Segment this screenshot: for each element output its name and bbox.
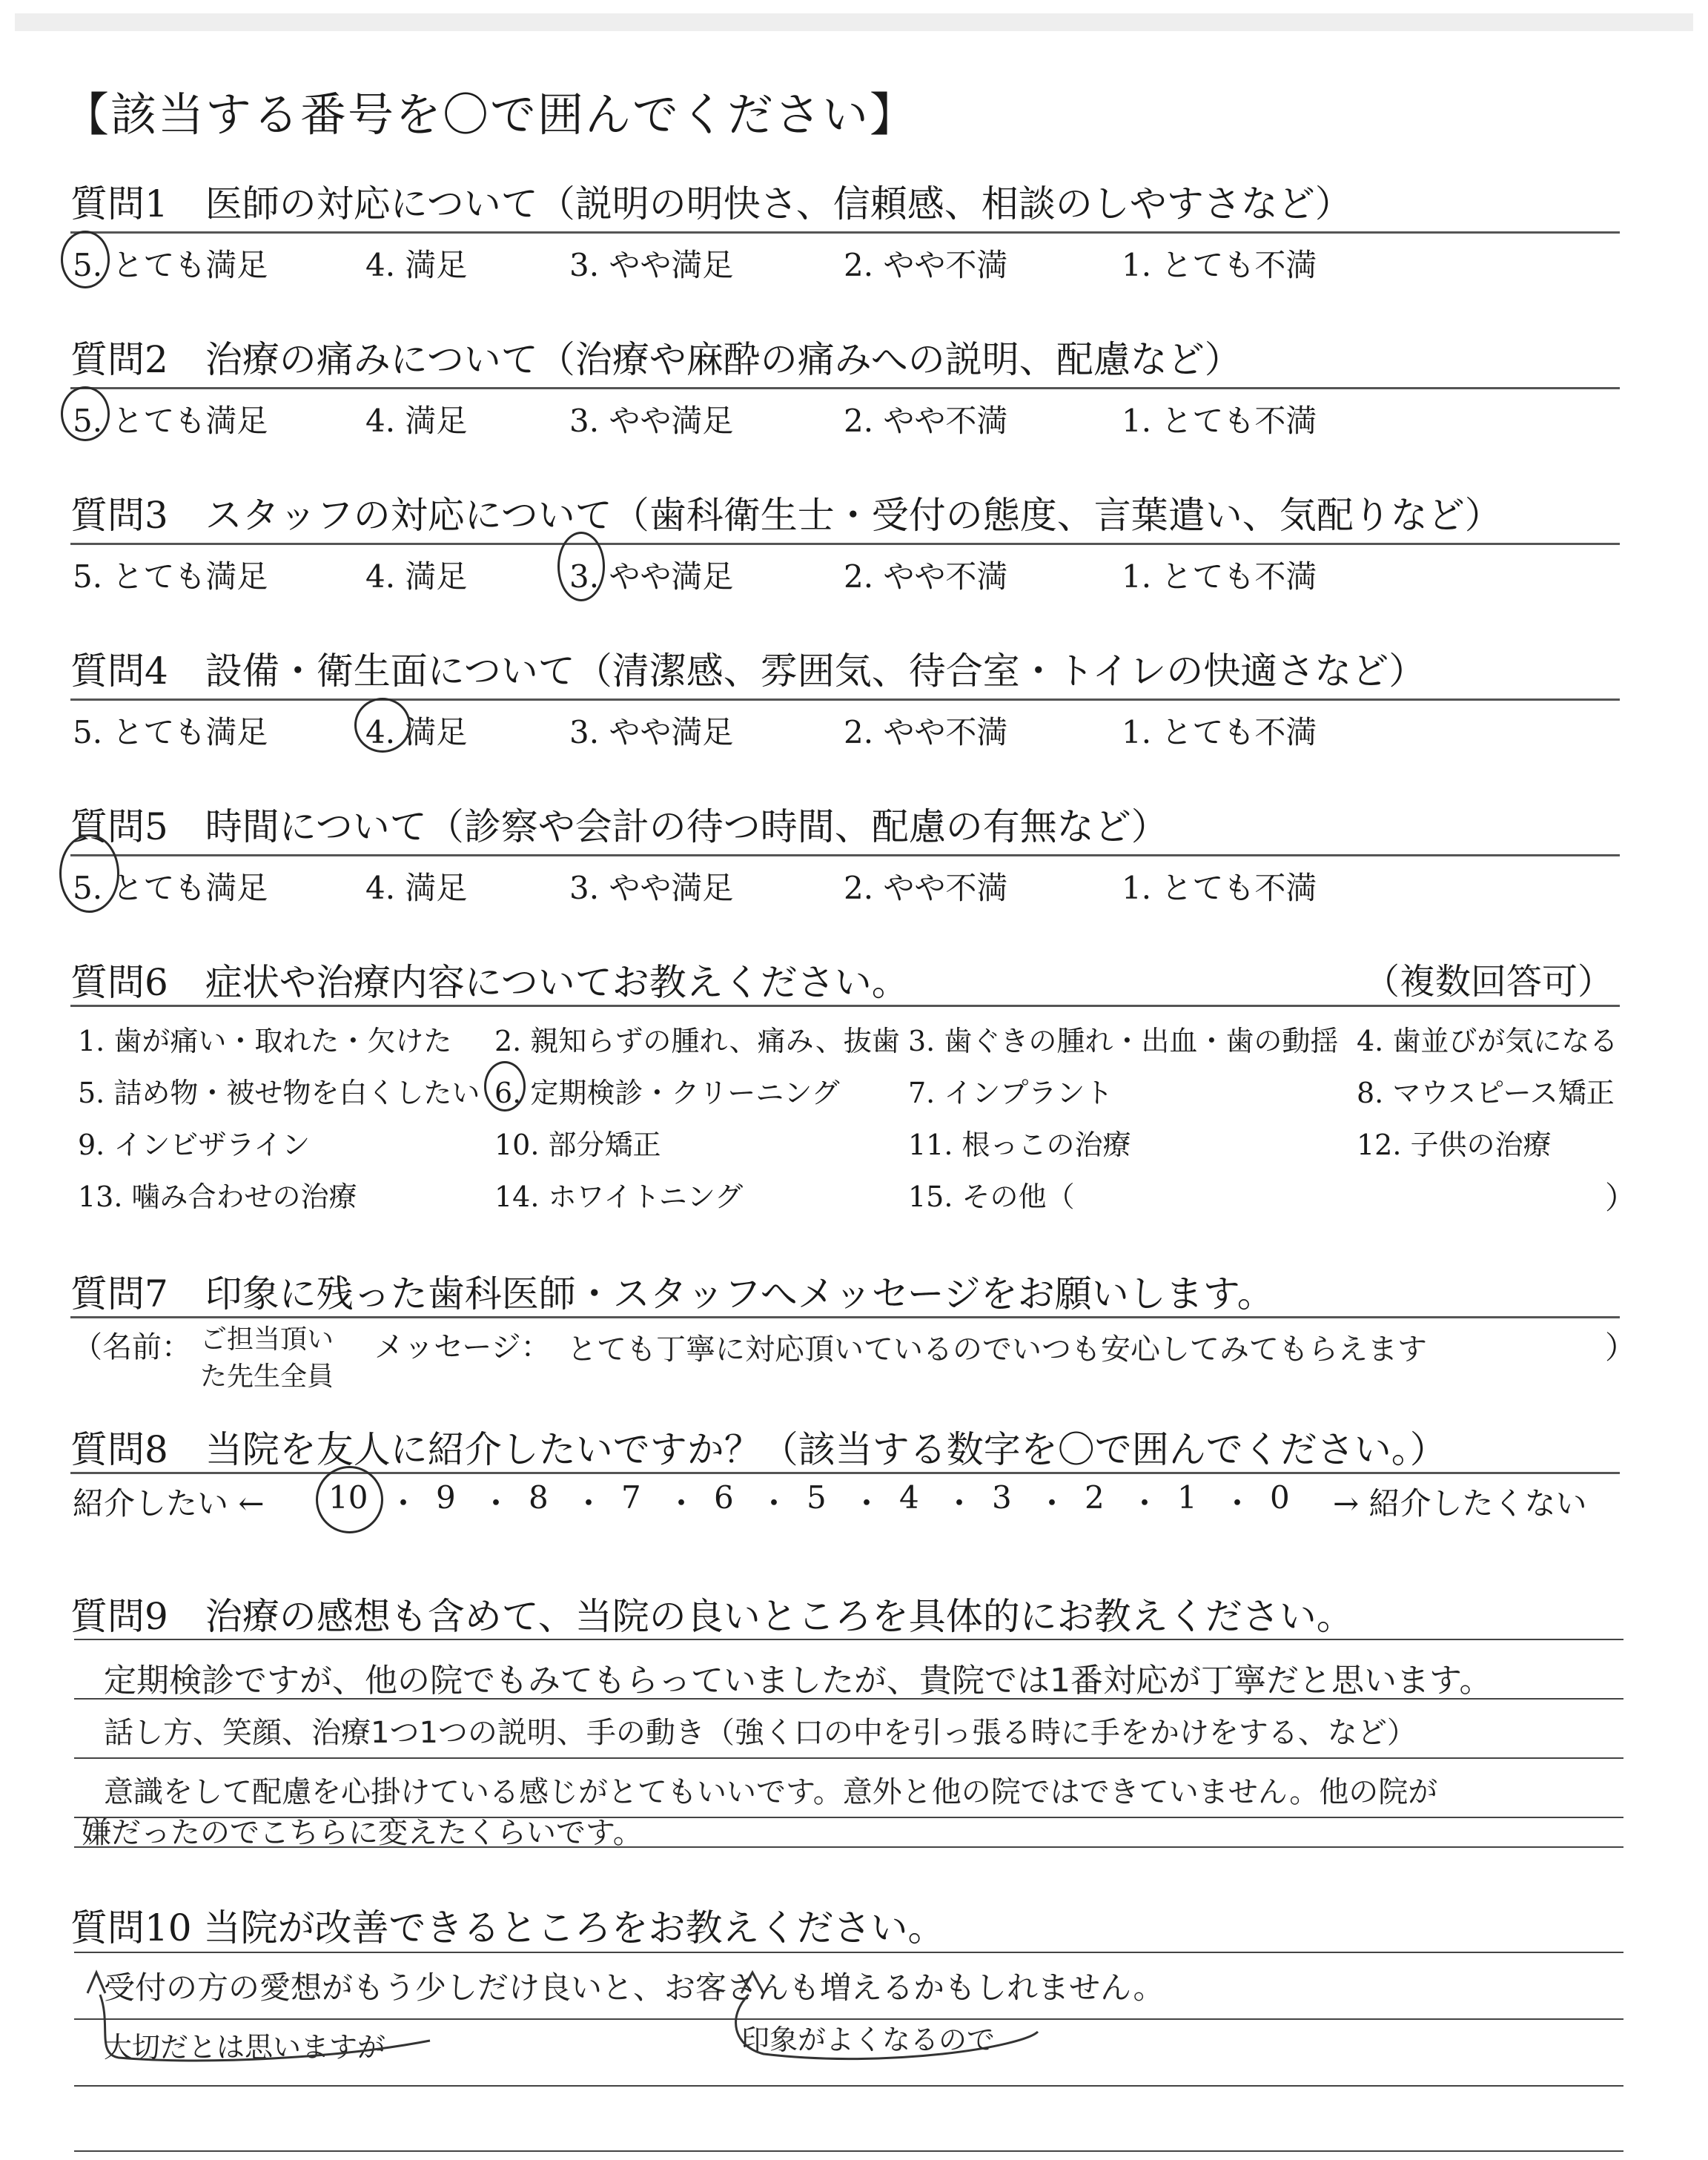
- q3-option-2[interactable]: 2. やや不満: [844, 558, 1008, 595]
- q3-option-5[interactable]: 5. とても満足: [73, 558, 268, 595]
- q1-option-1[interactable]: 1. とても不満: [1122, 247, 1317, 283]
- question-3-rule: [70, 543, 1620, 545]
- q8-selection-circle: [316, 1466, 383, 1533]
- q6-selection-circle: [484, 1061, 526, 1112]
- q8-sep: ・: [851, 1485, 883, 1522]
- question-6-multiple-note: （複数回答可）: [1364, 961, 1614, 1003]
- q8-sep: ・: [480, 1485, 512, 1522]
- question-2-label: 質問2 治療の痛みについて（治療や麻酔の痛みへの説明、配慮など）: [70, 338, 1242, 381]
- question-7-rule: [70, 1316, 1620, 1318]
- question-1-label: 質問1 医師の対応について（説明の明快さ、信頼感、相談のしやすさなど）: [70, 182, 1352, 225]
- question-2-rule: [70, 387, 1620, 389]
- q6-item-2[interactable]: 2. 親知らずの腫れ、痛み、抜歯: [494, 1025, 900, 1057]
- q2-selection-circle: [61, 386, 110, 441]
- q8-value-6[interactable]: 6: [714, 1479, 734, 1516]
- q9-handwritten-line-3: 意識をして配慮を心掛けている感じがとてもいいです。意外と他の院ではできていません。他の院が: [104, 1775, 1438, 1809]
- q6-item-1[interactable]: 1. 歯が痛い・取れた・欠けた: [78, 1025, 452, 1057]
- q8-sep: ・: [1129, 1485, 1161, 1522]
- page-title: 【該当する番号を〇で囲んでください】: [63, 87, 918, 142]
- q6-other-close-paren: ）: [1605, 1180, 1637, 1216]
- q8-sep: ・: [944, 1485, 976, 1522]
- question-8-label: 質問8 当院を友人に紹介したいですか？（該当する数字を〇で囲んでください。）: [70, 1428, 1447, 1471]
- q6-item-11[interactable]: 11. 根っこの治療: [908, 1129, 1131, 1161]
- q5-option-4[interactable]: 4. 満足: [365, 870, 468, 906]
- q6-item-14[interactable]: 14. ホワイトニング: [494, 1180, 744, 1213]
- q8-value-1[interactable]: 1: [1177, 1479, 1197, 1516]
- q8-left-label: 紹介したい ←: [73, 1485, 265, 1522]
- q8-value-4[interactable]: 4: [899, 1479, 919, 1516]
- q10-handwritten-line-1: 受付の方の愛想がもう少しだけ良いと、お客さんも増えるかもしれません。: [104, 1969, 1165, 2006]
- question-5-label: 質問5 時間について（診察や会計の待つ時間、配慮の有無など）: [70, 805, 1168, 848]
- q8-value-3[interactable]: 3: [992, 1479, 1012, 1516]
- q7-name-label: （名前：: [73, 1330, 191, 1364]
- q6-item-10[interactable]: 10. 部分矯正: [494, 1129, 661, 1161]
- q10-handwritten-insert-1: 大切だとは思いますが: [104, 2031, 386, 2064]
- q2-option-1[interactable]: 1. とても不満: [1122, 403, 1317, 439]
- question-6-rule: [70, 1005, 1620, 1007]
- q2-option-4[interactable]: 4. 満足: [365, 403, 468, 439]
- q8-sep: ・: [666, 1485, 698, 1522]
- q3-option-1[interactable]: 1. とても不満: [1122, 558, 1317, 595]
- q8-sep: ・: [1036, 1485, 1068, 1522]
- q8-value-10[interactable]: 10: [328, 1479, 368, 1516]
- q7-close-paren: ）: [1605, 1330, 1637, 1366]
- question-7-label: 質問7 印象に残った歯科医師・スタッフへメッセージをお願いします。: [70, 1272, 1274, 1315]
- q10-line-rule-4: [74, 2150, 1623, 2152]
- q7-name-handwritten: ご担当頂いた先生全員: [200, 1324, 334, 1392]
- q6-item-7[interactable]: 7. インプラント: [908, 1077, 1113, 1109]
- q7-message-handwritten: とても丁寧に対応頂いているのでいつも安心してみてもらえます: [567, 1332, 1427, 1367]
- q10-line-rule-3: [74, 2085, 1623, 2087]
- q8-sep: ・: [1222, 1485, 1254, 1522]
- q1-option-2[interactable]: 2. やや不満: [844, 247, 1008, 283]
- question-4-rule: [70, 698, 1620, 701]
- q9-line-rule-1: [74, 1639, 1623, 1640]
- q4-option-5[interactable]: 5. とても満足: [73, 714, 268, 750]
- q5-option-2[interactable]: 2. やや不満: [844, 870, 1008, 906]
- q8-value-9[interactable]: 9: [436, 1479, 456, 1516]
- q6-item-6[interactable]: 6. 定期検診・クリーニング: [494, 1077, 840, 1109]
- q5-option-3[interactable]: 3. やや満足: [569, 870, 734, 906]
- q4-selection-circle: [354, 698, 411, 753]
- question-5-rule: [70, 854, 1620, 856]
- q5-option-5[interactable]: 5. とても満足: [73, 870, 268, 906]
- question-10-label: 質問10 当院が改善できるところをお教えください。: [70, 1906, 945, 1949]
- q10-handwritten-insert-2: 印象がよくなるので: [741, 2024, 996, 2056]
- q8-sep: ・: [573, 1485, 605, 1522]
- q4-option-4[interactable]: 4. 満足: [365, 714, 468, 750]
- q6-item-3[interactable]: 3. 歯ぐきの腫れ・出血・歯の動揺: [908, 1025, 1339, 1057]
- q2-option-3[interactable]: 3. やや満足: [569, 403, 734, 439]
- q1-option-3[interactable]: 3. やや満足: [569, 247, 734, 283]
- q8-value-0[interactable]: 0: [1270, 1479, 1290, 1516]
- question-6-label: 質問6 症状や治療内容についてお教えください。: [70, 961, 909, 1004]
- q8-right-label: → 紹介したくない: [1333, 1485, 1587, 1522]
- question-9-label: 質問9 治療の感想も含めて、当院の良いところを具体的にお教えください。: [70, 1595, 1354, 1638]
- caret-mark-1: [87, 1972, 105, 1993]
- q4-option-3[interactable]: 3. やや満足: [569, 714, 734, 750]
- q1-option-4[interactable]: 4. 満足: [365, 247, 468, 283]
- question-3-label: 質問3 スタッフの対応について（歯科衛生士・受付の態度、言葉遣い、気配りなど）: [70, 494, 1502, 537]
- q8-value-7[interactable]: 7: [621, 1479, 641, 1516]
- q6-item-4[interactable]: 4. 歯並びが気になる: [1357, 1025, 1618, 1057]
- q1-option-5[interactable]: 5. とても満足: [73, 247, 268, 283]
- scan-top-edge: [15, 13, 1693, 31]
- q9-handwritten-line-1: 定期検診ですが、他の院でもみてもらっていましたが、貴院では1番対応が丁寧だと思います。: [104, 1662, 1492, 1700]
- q7-message-label: メッセージ：: [374, 1330, 551, 1364]
- q8-sep: ・: [388, 1485, 420, 1522]
- q5-option-1[interactable]: 1. とても不満: [1122, 870, 1317, 906]
- q8-value-5[interactable]: 5: [807, 1479, 827, 1516]
- q1-selection-circle: [61, 231, 110, 288]
- q9-handwritten-line-4: 嫌だったのでこちらに変えたくらいです。: [82, 1816, 643, 1850]
- q9-handwritten-line-2: 話し方、笑顔、治療1つ1つの説明、手の動き（強く口の中を引っ張る時に手をかけをする、など）: [104, 1716, 1417, 1750]
- q6-item-15[interactable]: 15. その他（: [908, 1180, 1075, 1213]
- q6-item-5[interactable]: 5. 詰め物・被せ物を白くしたい: [78, 1077, 480, 1109]
- q2-option-5[interactable]: 5. とても満足: [73, 403, 268, 439]
- q3-selection-circle: [557, 532, 605, 601]
- question-8-rule: [70, 1472, 1620, 1474]
- q6-item-8[interactable]: 8. マウスピース矯正: [1357, 1077, 1615, 1109]
- q4-option-2[interactable]: 2. やや不満: [844, 714, 1008, 750]
- q6-item-9[interactable]: 9. インビザライン: [78, 1129, 311, 1161]
- q3-option-3[interactable]: 3. やや満足: [569, 558, 734, 595]
- q8-value-2[interactable]: 2: [1085, 1479, 1105, 1516]
- q8-sep: ・: [758, 1485, 790, 1522]
- q2-option-2[interactable]: 2. やや不満: [844, 403, 1008, 439]
- q9-line-rule-3: [74, 1757, 1623, 1759]
- q10-line-rule-1: [74, 1952, 1623, 1953]
- q6-item-12[interactable]: 12. 子供の治療: [1357, 1129, 1552, 1161]
- q5-selection-circle: [59, 834, 119, 913]
- q8-value-8[interactable]: 8: [529, 1479, 549, 1516]
- q3-option-4[interactable]: 4. 満足: [365, 558, 468, 595]
- q4-option-1[interactable]: 1. とても不満: [1122, 714, 1317, 750]
- question-1-rule: [70, 231, 1620, 234]
- question-4-label: 質問4 設備・衛生面について（清潔感、雰囲気、待合室・トイレの快適さなど）: [70, 650, 1426, 693]
- q6-item-13[interactable]: 13. 噛み合わせの治療: [78, 1180, 357, 1213]
